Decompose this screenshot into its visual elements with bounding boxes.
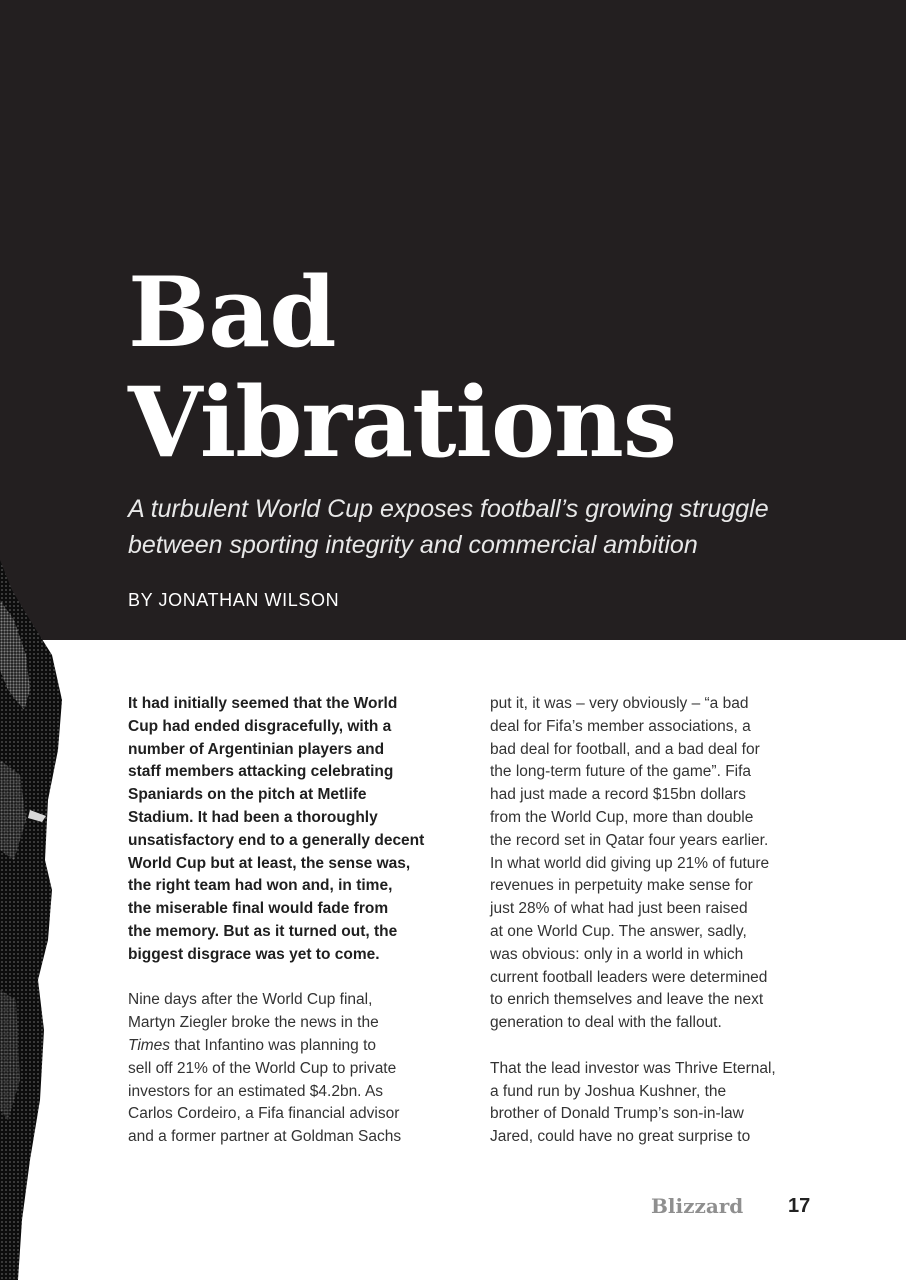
- text-line: In what world did giving up 21% of future: [490, 854, 770, 872]
- text-line: and a former partner at Goldman Sachs: [128, 1128, 402, 1146]
- text-line: the record set in Qatar four years earlier.: [490, 831, 769, 849]
- player-photo-image: [0, 560, 80, 1280]
- subtitle-line-2: between sporting integrity and commercial ambition: [128, 531, 698, 559]
- subtitle-line-1: A turbulent World Cup exposes football’s growing struggle: [128, 495, 769, 523]
- publication-name: Times: [128, 1036, 171, 1054]
- text-line: That the lead investor was Thrive Eternal,: [490, 1059, 776, 1077]
- text-line: sell off 21% of the World Cup to private: [128, 1059, 397, 1077]
- text-line: the memory. But as it turned out, the: [128, 922, 398, 940]
- text-line: to enrich themselves and leave the next: [490, 991, 764, 1009]
- text-fragment: that Infantino was planning to: [170, 1036, 377, 1054]
- text-line: [128, 1035, 450, 1058]
- text-line: Cup had ended disgracefully, with a: [128, 717, 392, 735]
- text-line: bad deal for football, and a bad deal for: [490, 740, 760, 758]
- text-line: just 28% of what had just been raised: [490, 900, 748, 918]
- text-line: Jared, could have no great surprise to: [490, 1128, 751, 1146]
- text-line: Carlos Cordeiro, a Fifa financial advisor: [128, 1105, 400, 1123]
- magazine-brand: Blizzard: [651, 1194, 744, 1218]
- title-line-2: Vibrations: [128, 366, 676, 479]
- text-line: deal for Fifa’s member associations, a: [490, 717, 751, 735]
- text-line: the right team had won and, in time,: [128, 877, 393, 895]
- text-line: put it, it was – very obviously – “a bad: [490, 695, 749, 712]
- page-number: 17: [788, 1195, 811, 1217]
- text-line: World Cup but at least, the sense was,: [128, 854, 411, 872]
- title-line-1: Bad: [128, 256, 336, 369]
- text-line: was obvious: only in a world in which: [490, 945, 744, 963]
- text-line: at one World Cup. The answer, sadly,: [490, 922, 747, 940]
- article-subtitle: [128, 491, 848, 563]
- text-line: unsatisfactory end to a generally decent: [128, 831, 425, 849]
- body-column-1: [128, 693, 450, 1149]
- body-paragraph: [128, 989, 450, 1149]
- body-paragraph: [490, 693, 812, 1035]
- text-line: staff members attacking celebrating: [128, 763, 394, 781]
- text-line: Stadium. It had been a thoroughly: [128, 808, 378, 826]
- text-line: Spaniards on the pitch at Metlife: [128, 786, 367, 804]
- text-line: the long-term future of the game”. Fifa: [490, 763, 752, 781]
- text-line: generation to deal with the fallout.: [490, 1014, 722, 1032]
- body-column-2: [490, 693, 812, 1149]
- text-line: the miserable final would fade from: [128, 900, 389, 918]
- body-paragraph: [490, 1058, 812, 1149]
- text-line: current football leaders were determined: [490, 968, 768, 986]
- article-title: [128, 258, 676, 478]
- text-line: Martyn Ziegler broke the news in the: [128, 1014, 379, 1032]
- text-line: from the World Cup, more than double: [490, 808, 754, 826]
- text-line: It had initially seemed that the World: [128, 695, 398, 712]
- text-line: brother of Donald Trump’s son-in-law: [490, 1105, 744, 1123]
- text-line: investors for an estimated $4.2bn. As: [128, 1082, 384, 1100]
- text-line: revenues in perpetuity make sense for: [490, 877, 753, 895]
- text-line: number of Argentinian players and: [128, 740, 385, 758]
- text-line: a fund run by Joshua Kushner, the: [490, 1082, 727, 1100]
- text-line: Nine days after the World Cup final,: [128, 991, 373, 1009]
- text-line: biggest disgrace was yet to come.: [128, 945, 380, 963]
- lead-paragraph: [128, 693, 450, 967]
- author-byline: BY JONATHAN WILSON: [128, 590, 340, 610]
- text-line: had just made a record $15bn dollars: [490, 786, 746, 804]
